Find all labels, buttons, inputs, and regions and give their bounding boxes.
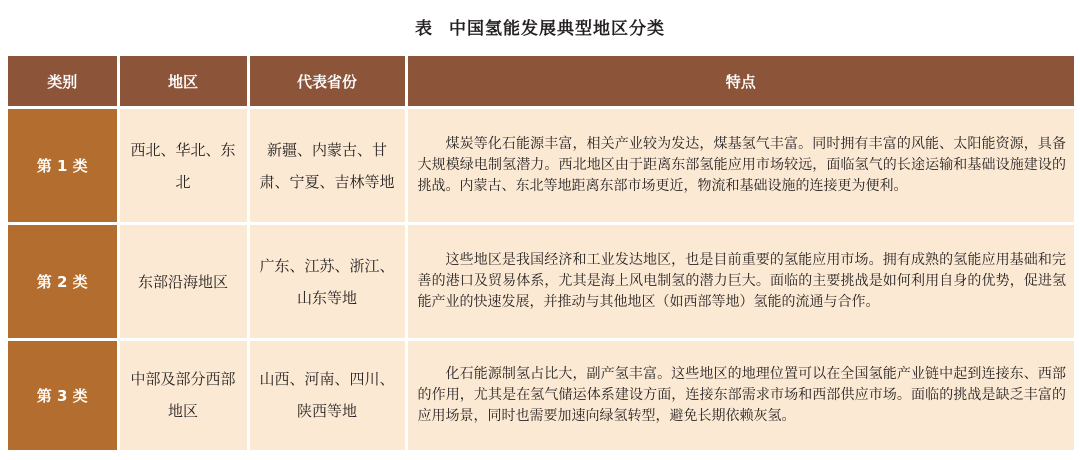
provinces-cell: 山西、河南、四川、陕西等地 (248, 340, 406, 450)
category-cell: 第 2 类 (8, 224, 118, 340)
features-cell (406, 340, 1074, 450)
table-title-label: 表 (415, 19, 433, 39)
header-features: 特点 (406, 56, 1074, 108)
features-cell (406, 108, 1074, 224)
features-text: 这些地区是我国经济和工业发达地区，也是目前重要的氢能应用市场。拥有成熟的氢能应用基础和完善的港口及贸易体系，尤其是海上风电制氢的潜力巨大。面临的主要挑战是如何利用自身的优势，促进氢能产业的快速发展，并推动与其他地区（如西部等地）氢能的流通与合作。 (417, 252, 1066, 310)
provinces-cell: 广东、江苏、浙江、山东等地 (248, 224, 406, 340)
category-cell: 第 3 类 (8, 340, 118, 450)
table-title (0, 14, 1080, 39)
features-cell (406, 224, 1074, 340)
table-row (8, 224, 1074, 340)
features-text: 煤炭等化石能源丰富，相关产业较为发达，煤基氢气丰富。同时拥有丰富的风能、太阳能资源，具备大规模绿电制氢潜力。西北地区由于距离东部氢能应用市场较远，面临氢气的长途运输和基础设施建设的挑战。内蒙古、东北等地距离东部市场更近，物流和基础设施的连接更为便利。 (417, 136, 1066, 194)
region-cell: 中部及部分西部地区 (118, 340, 248, 450)
region-cell: 东部沿海地区 (118, 224, 248, 340)
header-category: 类别 (8, 56, 118, 108)
provinces-cell: 新疆、内蒙古、甘肃、宁夏、吉林等地 (248, 108, 406, 224)
features-text: 化石能源制氢占比大，副产氢丰富。这些地区的地理位置可以在全国氢能产业链中起到连接东、西部的作用，尤其是在氢气储运体系建设方面，连接东部需求市场和西部供应市场。面临的挑战是缺乏丰富的应用场景，同时也需要加速向绿氢转型，避免长期依赖灰氢。 (417, 365, 1066, 424)
category-cell: 第 1 类 (8, 108, 118, 224)
region-cell: 西北、华北、东北 (118, 108, 248, 224)
header-provinces: 代表省份 (248, 56, 406, 108)
table-row (8, 108, 1074, 224)
header-region: 地区 (118, 56, 248, 108)
hydrogen-region-table (8, 56, 1074, 450)
table-header-row (8, 56, 1074, 108)
table-title-text: 中国氢能发展典型地区分类 (449, 19, 665, 39)
table-row (8, 340, 1074, 450)
